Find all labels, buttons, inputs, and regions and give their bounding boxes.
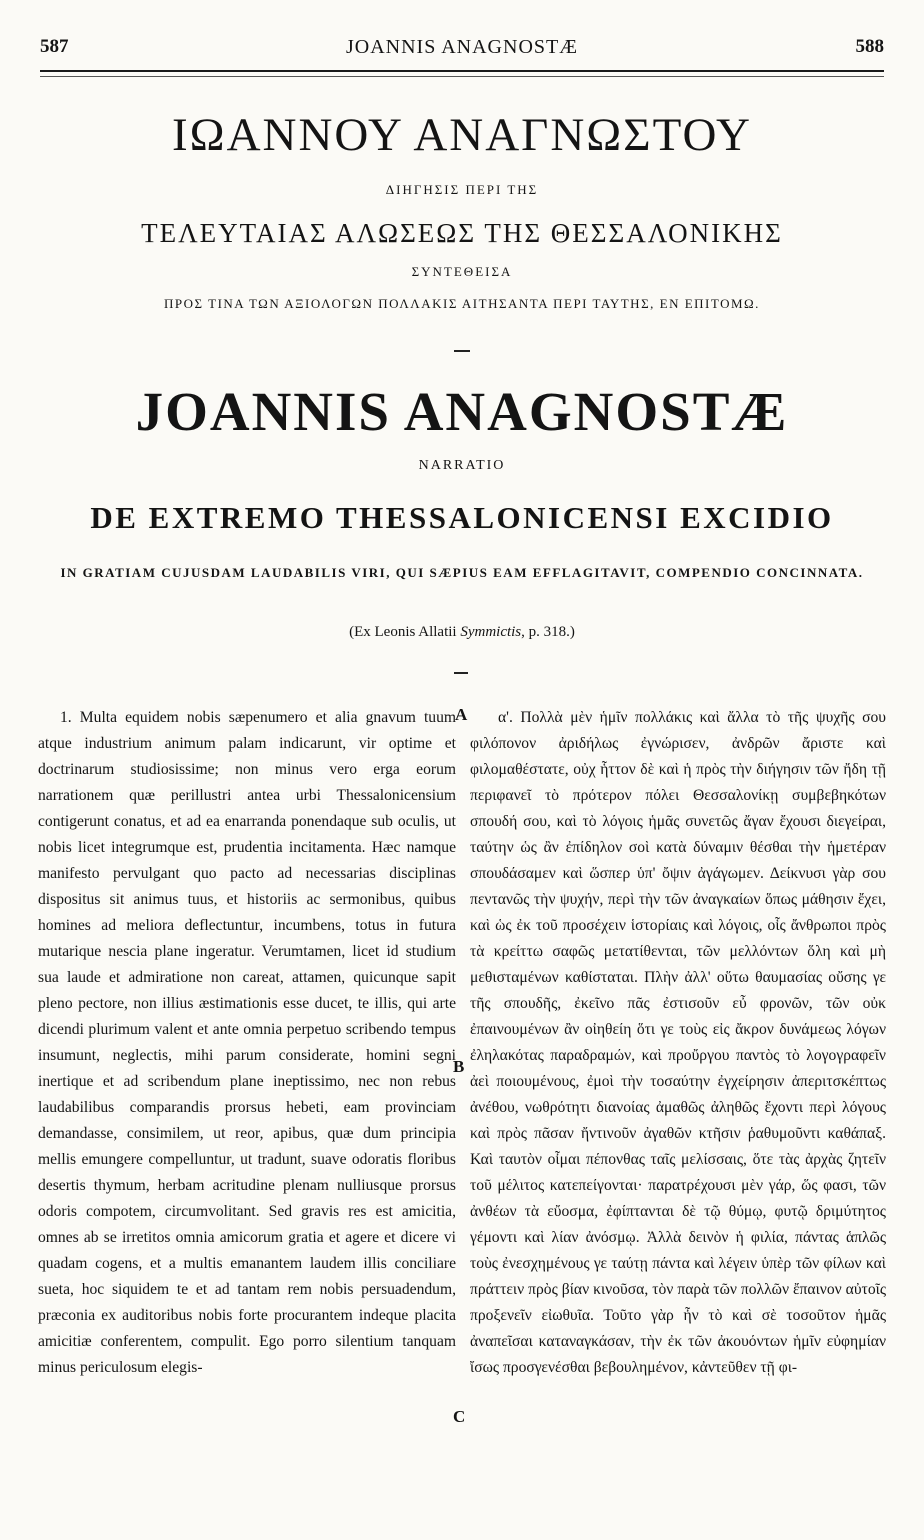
latin-subtitle-2: DE EXTREMO THESSALONICENSI EXCIDIO	[90, 500, 834, 535]
source-work: Symmictis	[460, 624, 522, 640]
greek-subtitle-2: ΤΕΛΕΥΤΑΙΑΣ ΑΛΩΣΕΩΣ ΤΗΣ ΘΕΣΣΑΛΟΝΙΚΗΣ	[141, 218, 783, 248]
greek-subtitle-3: ΣΥΝΤΕΘΕΙΣΑ	[411, 264, 513, 279]
section-divider-2	[454, 672, 468, 674]
latin-paragraph: 1. Multa equidem nobis sæpenumero et alia gnavum tuum atque industrium animum palam indicarunt, vir optime et doctrinarum studiosissime; non minus vero erga eorum narrationem quæ perillustri antea urbi Thessalonicensium contigerunt conatus, et ad ea enarranda ponendaque sub oculis, ut nobis licet integrumque est, prudentia incitamenta. Hæc namque manifesto pervulgant quo pacto ad necessarias disciplinas dispositus sit animus tuus, et historiis ac sermonibus, quibus homines ad meliora deflectuntur, incumbens, totus in futura mutarique nescia plane ingeratur. Verumtamen, licet id studium sua laude et admiratione non careat, attamen, quicunque sapit pleno pectore, non illius æstimationis esse ducet, te illis, qui arte dicendi plurimum valent et ante omnia perpetuo scribendo tempus insumunt, neglectis, mihi parum considerate, homini segni inertique et ad scribendum plane ineptissimo, nec non rebus laudabilibus comparandis prorsus hebeti, eam provinciam demandasse, consimilem, ut reor, apibus, quæ dum principia mellis emungere compelluntur, ut tradunt, suave odoratis floribus desertis thymum, herbam acritudine plenam nulliusque prorsus odoris compotem, circumvolitant. Sed gravis res est amicitia, omnes ab se irretitos omnia amicorum gratia et agere et dicere vi quadam cogens, et a multis emanantem laudem illis conciliare sueta, hoc siquidem te et ad tantam rem nobis persuadendum, præconia ex auditoribus nobis forte procurantem indeque placita amicitiæ conferentem, compulit. Ego porro silentium tanquam minus periculosum elegis-	[38, 709, 456, 1376]
margin-marker-a: A	[455, 705, 468, 724]
source-prefix: (Ex Leonis Allatii	[349, 624, 461, 640]
latin-title: JOANNIS ANAGNOSTÆ	[135, 381, 789, 442]
source-citation	[30, 624, 894, 641]
greek-title: ΙΩΑΝΝΟΥ ΑΝΑΓΝΩΣΤΟΥ	[172, 109, 752, 161]
greek-paragraph: α'. Πολλὰ μὲν ἡμῖν πολλάκις καὶ ἄλλα τὸ τῆς ψυχῆς σου φιλόπονον ἀριδήλως ἐγνώρισεν, ἀνδρῶν ἄριστε καὶ φιλομαθέστατε, οὐχ ἧττον δὲ καὶ ἡ πρὸς τὴν διήγησιν τῶν ἤδη τῇ περιφανεῖ τὸ πρότερον πόλει Θεσσαλονίκῃ συμβεβηκότων σπουδή σου, καὶ τὸ λόγοις ἡμᾶς συνετῶς ἄγαν ἔχουσι διεγείραι, ταύτην ὡς ἂν ἐπίδηλον σοὶ κατὰ δύναμιν θέσθαι τὴν ἡμετέραν σπουδάσαμεν καὶ ὥσπερ ὑπ' ὄψιν ἀγάγωμεν. Δείκνυσι γὰρ σου πεντανῶς τὴν ψυχήν, περὶ τὴν τῶν ἀναγκαίων ὅπως μάθησιν ἔχει, καὶ ὡς ἐκ τοῦ προσέχειν ἱστορίαις καὶ λόγοις, οἷς ἄνθρωποι πρὸς τὰ κρείττω σαφῶς μετατίθενται, τῶν μελλόντων ὅλη καὶ μὴ μεθισταμένων καθίσταται. Πλὴν ἀλλ' οὕτω θαυμασίας οὔσης γε τῆς σπουδῆς, ἐκεῖνο πᾶς ἐστισοῦν εὖ φρονῶν, τῶν οὐκ ἐπαινουμένων ἂν οἰηθείη ὅτι γε τοὺς εἰς ἄκρον δυνάμεως λόγων ἐληλακότας παραδραμών, καὶ προὔργου παντὸς τὸ λογογραφεῖν ἀεὶ ποιουμένους, ἐμοὶ τὴν τοσαύτην ἐγχείρησιν ἀπεριτσκέπτως ἀνέθου, νωθρότητι διανοίας ἀμαθῶς ἀληθῶς ἔχοντι περὶ λόγους καὶ πρὸς πᾶσαν ἤντινοῦν ἀγαθῶν κτῆσιν ῥαθυμοῦντι καθάπαξ. Καὶ ταυτὸν οἶμαι πέπονθας ταῖς μελίσσαις, ὅτε τὰς ἀρχὰς ζητεῖν τοῦ μέλιτος κατεπείγονται· παρατρέχουσι μὲν γάρ, ὥς φασι, τῶν ἀνθέων τὰ εὔοσμα, ἐφίπτανται δὲ τῷ θύμῳ, φυτῷ δριμύτητος γέμοντι καὶ λίαν ἀνόσμῳ. Ἀλλὰ δεινὸν ἡ φιλία, πάντας ἁπλῶς τοὺς ἐνεσχημένους γε ταύτῃ πάντα καὶ λέγειν ὑπὲρ τῶν φίλων καὶ πράττειν πρὸς βίαν κινοῦσα, τὸν παρὰ τῶν πολλῶν ἔπαινον αὐτοῖς προξενεῖν εἰωθυῖα. Τοῦτο γὰρ ἦν τὸ καὶ σὲ τοσοῦτον ἡμᾶς ἀναπεῖσαι καταναγκάσαν, τὴν ἐκ τῶν ἀκουόντων ἡμῖν εὐφημίαν ἴσως προσγενέσθαι βεβουλημένον, κἀντεῦθεν τῇ φι-	[470, 709, 886, 1376]
margin-marker-c: C	[453, 1407, 466, 1426]
running-head: JOANNIS ANAGNOSTÆ	[345, 36, 579, 58]
latin-column	[38, 705, 456, 1381]
source-suffix: , p. 318.)	[521, 624, 575, 640]
page-number-left: 587	[40, 36, 69, 57]
greek-subtitle-1: ΔΙΗΓΗΣΙΣ ΠΕΡΙ ΤΗΣ	[385, 182, 539, 197]
header-rule	[40, 76, 884, 77]
greek-column	[470, 705, 886, 1381]
greek-subtitle-4: ΠΡΟΣ ΤΙΝΑ ΤΩΝ ΑΞΙΟΛΟΓΩΝ ΠΟΛΛΑΚΙΣ ΑΙΤΗΣΑΝΤΑ ΠΕΡΙ ΤΑΥΤΗΣ, ΕΝ ΕΠΙΤΟΜΩ.	[164, 296, 760, 311]
page-number-right: 588	[855, 36, 884, 57]
latin-subtitle-3: IN GRATIAM CUJUSDAM LAUDABILIS VIRI, QUI SÆPIUS EAM EFFLAGITAVIT, COMPENDIO CONCINNATA.	[60, 565, 864, 580]
page-header	[40, 36, 884, 72]
section-divider	[454, 350, 470, 352]
latin-subtitle-1: NARRATIO	[418, 458, 506, 473]
margin-marker-b: B	[453, 1057, 465, 1076]
